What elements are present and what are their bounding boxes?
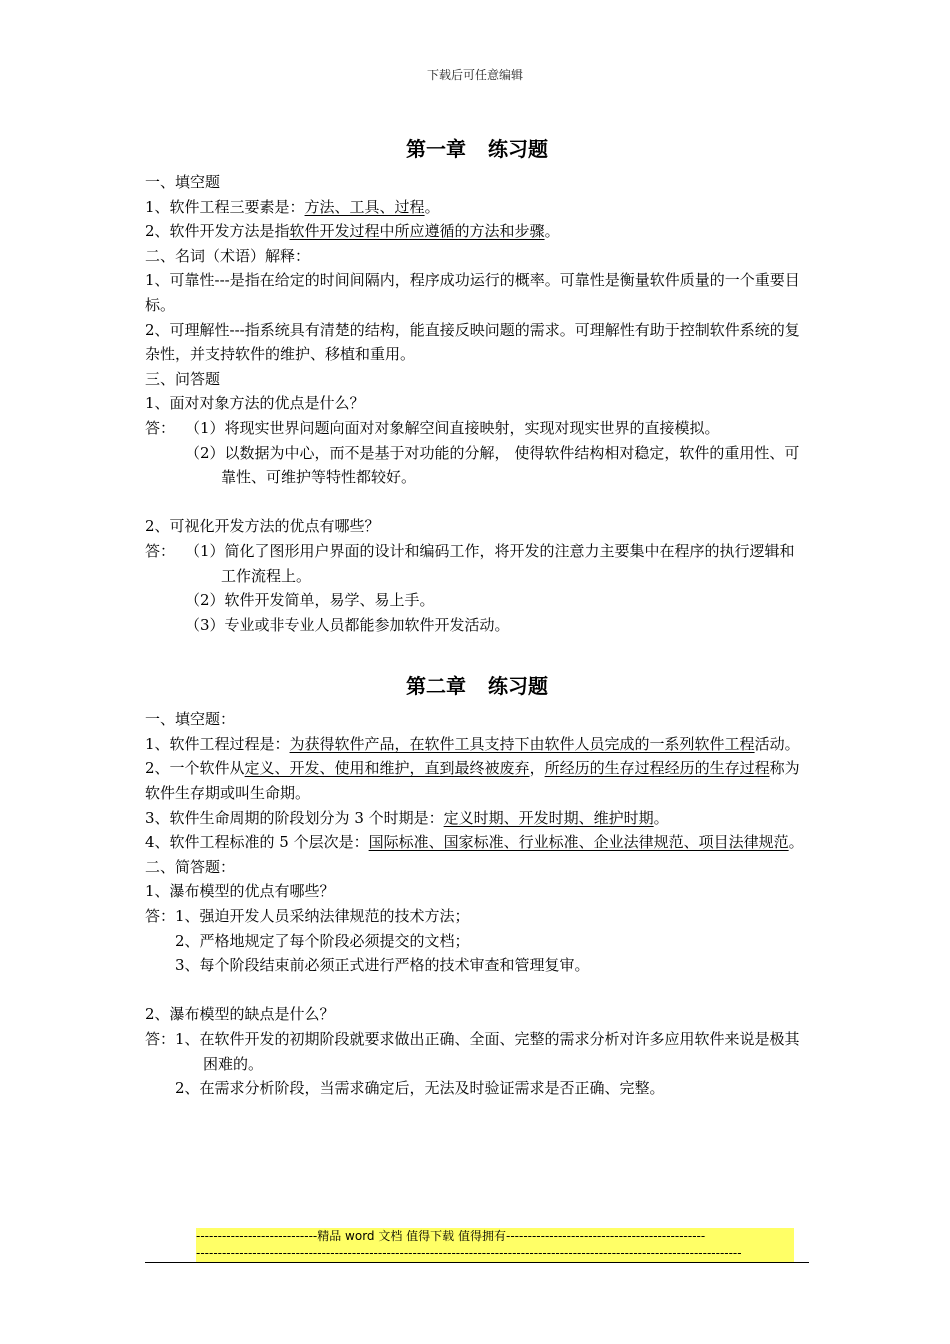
ch2-fill-3 <box>145 806 809 831</box>
ch1-fill-2-prefix: 2、软件开发方法是指 <box>145 222 290 241</box>
ch1-section-qa: 三、问答题 <box>145 369 221 388</box>
ch2-fill-2-prefix: 2、一个软件从 <box>145 759 245 778</box>
ch1-answer-2-item: （2）软件开发简单，易学、易上手。 <box>185 591 435 610</box>
ch2-fill-2 <box>145 756 809 805</box>
chapter1-title <box>145 132 809 166</box>
footer-banner-dashes: ------------------------------------------------------------------------------------------------------------------------------ <box>196 1245 794 1262</box>
ch1-answer-2 <box>145 539 809 588</box>
ch2-answer-1-item: 1、强迫开发人员采纳法律规范的技术方法； <box>175 907 470 926</box>
ch2-answer-2-item: 2、在需求分析阶段，当需求确定后，无法及时验证需求是否正确、完整。 <box>175 1079 665 1098</box>
ch2-section-fill: 一、填空题： <box>145 710 236 729</box>
ch2-fill-2-suffix: 称为软件生存期或叫生命期。 <box>145 759 800 803</box>
ch1-fill-1-suffix: 。 <box>424 197 440 216</box>
ch2-fill-4 <box>145 830 809 855</box>
ch2-question-2: 2、瀑布模型的缺点是什么？ <box>145 1005 335 1024</box>
ch2-fill-3-prefix: 3、软件生命周期的阶段划分为 3 个时期是： <box>145 808 444 827</box>
answer-label: 答： <box>145 418 176 437</box>
ch2-fill-3-suffix: 。 <box>653 808 669 827</box>
ch1-question-1: 1、面对对象方法的优点是什么？ <box>145 394 365 413</box>
ch1-section-fill: 一、填空题 <box>145 173 221 191</box>
ch1-fill-2-answer: 软件开发过程中所应遵循的方法和步骤 <box>289 222 545 241</box>
ch2-answer-2-item: 1、在软件开发的初期阶段就要求做出正确、全面、完整的需求分析对许多应用软件来说是极其困难的。 <box>175 1030 800 1073</box>
ch2-fill-4-answer: 国际标准、国家标准、行业标准、企业法律规范、项目法律规范 <box>368 833 789 852</box>
ch1-answer-1 <box>145 416 809 441</box>
ch1-answer-2-item: （3）专业或非专业人员都能参加软件开发活动。 <box>185 615 510 634</box>
footer-rule <box>145 1262 809 1263</box>
ch2-fill-2-answer-a: 定义、开发、使用和维护，直到最终被废弃 <box>244 759 530 778</box>
ch1-fill-1-answer: 方法、工具、过程 <box>304 197 425 216</box>
answer-label: 答： <box>145 541 176 560</box>
ch2-answer-1-item: 3、每个阶段结束前必须正式进行严格的技术审查和管理复审。 <box>175 956 590 975</box>
ch1-term-1: 1、可靠性---是指在给定的时间间隔内，程序成功运行的概率。可靠性是衡量软件质量的一个重要目标。 <box>145 271 800 314</box>
ch1-fill-1 <box>145 195 809 220</box>
ch1-fill-2-suffix: 。 <box>544 222 560 241</box>
ch2-answer-1 <box>145 904 809 929</box>
ch2-fill-4-suffix: 。 <box>788 833 804 852</box>
chapter1-title-text: 练习题 <box>488 137 548 161</box>
ch2-section-short: 二、简答题： <box>145 857 236 876</box>
ch2-fill-1-prefix: 1、软件工程过程是： <box>145 734 290 753</box>
ch2-fill-1-answer: 为获得软件产品，在软件工具支持下由软件人员完成的一系列软件工程 <box>289 734 755 753</box>
document-body <box>145 132 809 1101</box>
ch1-term-2: 2、可理解性---指系统具有清楚的结构，能直接反映问题的需求。可理解性有助于控制软件系统的复杂性，并支持软件的维护、移植和重用。 <box>145 320 800 364</box>
ch1-question-2: 2、可视化开发方法的优点有哪些？ <box>145 517 380 536</box>
ch2-answer-1-item: 2、严格地规定了每个阶段必须提交的文档； <box>175 931 470 950</box>
ch2-fill-2-sep: ， <box>529 759 545 778</box>
ch1-fill-2 <box>145 219 809 244</box>
ch2-fill-1-suffix: 活动。 <box>754 734 800 753</box>
chapter2-title <box>145 669 809 703</box>
page-header: 下载后可任意编辑 <box>426 68 523 82</box>
answer-label: 答： <box>145 1030 176 1048</box>
ch2-question-1: 1、瀑布模型的优点有哪些？ <box>145 882 335 901</box>
ch1-answer-1-item: （2）以数据为中心，而不是基于对功能的分解， 使得软件结构相对稳定，软件的重用性、可靠性、可维护等特性都较好。 <box>185 443 800 487</box>
chapter2-title-number: 第二章 <box>406 674 466 699</box>
ch1-answer-1-item: （1）将现实世界问题向面对对象解空间直接映射，实现对现实世界的直接模拟。 <box>185 418 720 437</box>
ch2-fill-2-answer-b: 所经历的生存过程经历的生存过程 <box>544 759 770 778</box>
ch2-fill-4-prefix: 4、软件工程标准的 5 个层次是： <box>145 833 369 852</box>
ch2-fill-1 <box>145 732 809 757</box>
footer-banner: ----------------------------精品 word 文档 值得下载 值得拥有---------------------------------------------- <box>196 1228 794 1245</box>
ch2-fill-3-answer: 定义时期、开发时期、维护时期 <box>443 808 654 827</box>
ch2-answer-2 <box>145 1027 809 1076</box>
ch1-fill-1-prefix: 1、软件工程三要素是： <box>145 197 305 216</box>
ch1-answer-2-item: （1）简化了图形用户界面的设计和编码工作，将开发的注意力主要集中在程序的执行逻辑和工作流程上。 <box>185 541 795 585</box>
answer-label: 答： <box>145 907 176 926</box>
ch1-section-terms: 二、名词（术语）解释： <box>145 246 311 265</box>
chapter2-title-text: 练习题 <box>488 674 548 699</box>
chapter1-title-number: 第一章 <box>406 137 466 161</box>
